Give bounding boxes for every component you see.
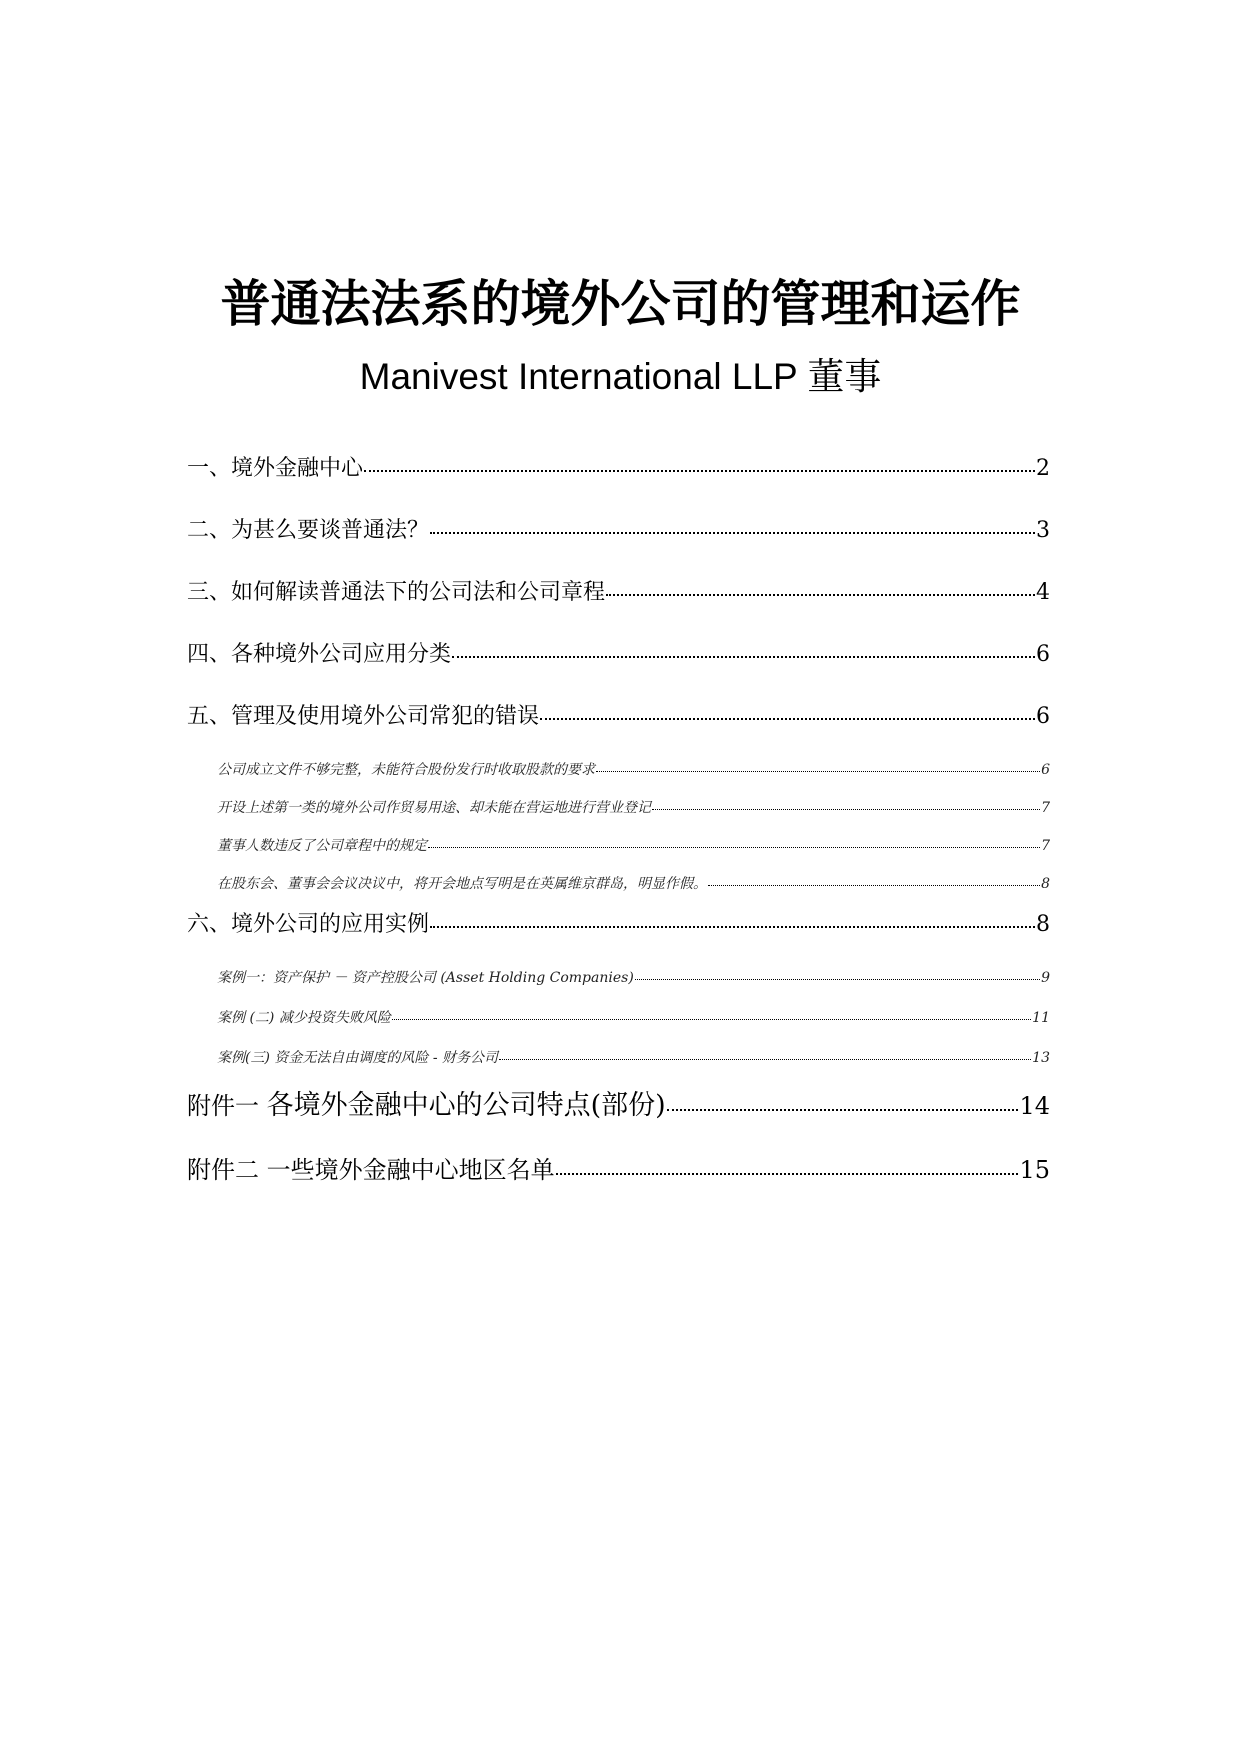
toc-page-number: 4	[1036, 580, 1050, 605]
toc-page-number: 8	[1036, 912, 1050, 937]
toc-entry-5[interactable]	[187, 702, 1050, 732]
toc-subentry-5-2[interactable]	[217, 798, 1050, 818]
toc-entry-label: 董事人数违反了公司章程中的规定	[217, 838, 427, 854]
toc-page-number: 9	[1041, 970, 1050, 986]
toc-leader-dots	[430, 532, 1035, 534]
toc-page-number: 6	[1036, 642, 1050, 667]
toc-leader-dots	[392, 1019, 1031, 1020]
toc-entry-label: 案例一：资产保护 － 资产控股公司 (Asset Holding Companies)	[217, 970, 634, 986]
toc-entry-label: 公司成立文件不够完整，未能符合股份发行时收取股款的要求	[217, 762, 595, 778]
toc-entry-label: 一、境外金融中心	[187, 456, 364, 481]
toc-leader-dots	[556, 1173, 1019, 1175]
toc-page-number: 6	[1036, 704, 1050, 729]
toc-leader-dots	[499, 1059, 1031, 1060]
toc-entry-2[interactable]	[187, 516, 1050, 546]
toc-page-number: 6	[1041, 762, 1050, 778]
toc-entry-4[interactable]	[187, 640, 1050, 670]
toc-leader-dots	[596, 771, 1040, 772]
toc-page-number: 14	[1019, 1092, 1050, 1120]
toc-leader-dots	[428, 847, 1040, 848]
toc-leader-dots	[606, 594, 1035, 596]
toc-subentry-5-4[interactable]	[217, 874, 1050, 894]
toc-appendix-2[interactable]	[187, 1154, 1050, 1186]
document-title: 普通法法系的境外公司的管理和运作	[220, 274, 1021, 333]
toc-entry-label: 二、为甚么要谈普通法？	[187, 518, 430, 543]
document-subtitle: Manivest International LLP 董事	[359, 356, 882, 397]
toc-entry-label: 四、各种境外公司应用分类	[187, 642, 452, 667]
toc-leader-dots	[430, 926, 1035, 928]
toc-appendix-prefix: 附件一	[187, 1092, 259, 1120]
toc-entry-label: 五、管理及使用境外公司常犯的错误	[187, 704, 540, 729]
toc-entry-label: 在股东会、董事会会议决议中，将开会地点写明是在英属维京群岛，明显作假。	[217, 876, 707, 892]
toc-page-number: 7	[1041, 800, 1050, 816]
toc-leader-dots	[652, 809, 1040, 810]
toc-entry-label	[187, 1090, 666, 1122]
toc-page-number: 7	[1041, 838, 1050, 854]
toc-appendix-title: 各境外金融中心的公司特点(部份)	[266, 1090, 666, 1121]
toc-page-number: 13	[1032, 1050, 1050, 1066]
toc-entry-label: 案例 (二) 减少投资失败风险	[217, 1010, 391, 1026]
toc-entry-6[interactable]	[187, 910, 1050, 940]
toc-page-number: 3	[1036, 518, 1050, 543]
toc-appendix-title: 一些境外金融中心地区名单	[266, 1156, 555, 1184]
toc-leader-dots	[667, 1109, 1019, 1111]
toc-leader-dots	[708, 885, 1040, 886]
toc-entry-label	[187, 1154, 555, 1186]
toc-page-number: 2	[1036, 456, 1050, 481]
toc-subentry-5-1[interactable]	[217, 760, 1050, 780]
toc-leader-dots	[364, 470, 1035, 472]
toc-subentry-6-2[interactable]	[217, 1008, 1050, 1028]
toc-entry-label: 开设上述第一类的境外公司作贸易用途、却未能在营运地进行营业登记	[217, 800, 651, 816]
toc-page-number: 8	[1041, 876, 1050, 892]
toc-page-number: 15	[1019, 1156, 1050, 1184]
toc-entry-1[interactable]	[187, 454, 1050, 484]
toc-leader-dots	[452, 656, 1035, 658]
toc-entry-label: 三、如何解读普通法下的公司法和公司章程	[187, 580, 606, 605]
toc-entry-label: 案例(三) 资金无法自由调度的风险 - 财务公司	[217, 1050, 499, 1066]
toc-appendix-prefix: 附件二	[187, 1156, 259, 1184]
toc-entry-label: 六、境外公司的应用实例	[187, 912, 430, 937]
toc-leader-dots	[635, 979, 1040, 980]
toc-subentry-6-1[interactable]	[217, 968, 1050, 988]
toc-leader-dots	[540, 718, 1035, 720]
toc-subentry-5-3[interactable]	[217, 836, 1050, 856]
toc-appendix-1[interactable]	[187, 1090, 1050, 1122]
toc-entry-3[interactable]	[187, 578, 1050, 608]
toc-page-number: 11	[1032, 1010, 1050, 1026]
toc-subentry-6-3[interactable]	[217, 1048, 1050, 1068]
